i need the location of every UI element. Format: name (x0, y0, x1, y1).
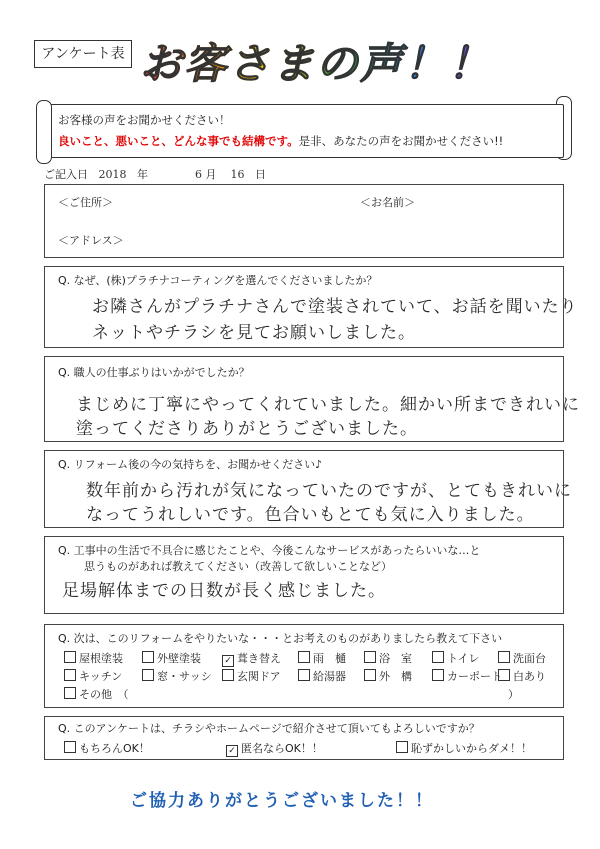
publish-option-2[interactable] (396, 740, 532, 756)
reform-option-label: 雨 樋 (313, 652, 346, 665)
question-4: Q. 工事中の生活で不具合に感じたことや、今後こんなサービスがあったらいいな…と (58, 544, 481, 557)
reform-option-11[interactable] (364, 668, 412, 684)
reform-option-label: 屋根塗装 (79, 652, 123, 665)
checkbox-icon[interactable] (498, 651, 510, 663)
publish-option-1[interactable] (226, 740, 323, 757)
other-close: ） (508, 688, 519, 701)
publish-option-label: もちろんOK！ (79, 742, 150, 755)
checkbox-icon[interactable]: ✓ (226, 745, 238, 757)
address-label: ＜ご住所＞ (58, 196, 113, 209)
answer-2-line-2: 塗ってくださりありがとうございました。 (76, 419, 418, 439)
reform-option-label: その他 （ (79, 688, 129, 701)
question-2: Q. 職人の仕事ぶりはいかがでしたか？ (58, 366, 250, 379)
date-month-unit: 月 (205, 168, 217, 181)
reform-option-label: 浴 室 (379, 652, 412, 665)
checkbox-icon[interactable] (64, 741, 76, 753)
checkbox-icon[interactable] (498, 669, 510, 681)
reform-option-label: 外 構 (379, 670, 412, 683)
checkbox-icon[interactable] (432, 669, 444, 681)
checkbox-icon[interactable]: ✓ (222, 655, 234, 667)
date-row (44, 166, 266, 182)
answer-2-line-1: まじめに丁寧にやってくれていました。細かい所まできれいに (76, 395, 580, 415)
reform-option-2[interactable] (222, 650, 281, 667)
survey-tag: アンケート表 (34, 40, 132, 68)
reform-option-label: カーポート (447, 670, 502, 683)
publish-option-label: 匿名ならOK！！ (241, 742, 323, 755)
intro-rest: 是非、あなたの声をお聞かせください!! (298, 134, 504, 148)
checkbox-icon[interactable] (222, 669, 234, 681)
answer-1-line-2: ネットやチラシを見てお願いしました。 (92, 323, 416, 343)
checkbox-icon[interactable] (298, 651, 310, 663)
date-year-unit: 年 (137, 168, 148, 181)
publish-option-label: 恥ずかしいからダメ！！ (411, 742, 532, 755)
reform-option-5[interactable] (432, 650, 479, 666)
date-day: 16 (230, 168, 245, 181)
scroll-curl-left (36, 100, 52, 164)
date-day-unit: 日 (255, 168, 266, 181)
checkbox-icon[interactable] (142, 669, 154, 681)
reform-option-4[interactable] (364, 650, 412, 666)
reform-option-label: 給湯器 (313, 670, 346, 683)
reform-option-label: 葺き替え (237, 652, 281, 665)
reform-option-label: 玄関ドア (237, 670, 281, 683)
checkbox-icon[interactable] (64, 651, 76, 663)
reform-option-label: キッチン (79, 670, 123, 683)
reform-option-10[interactable] (298, 668, 346, 684)
reform-option-label: 白あり (513, 670, 546, 683)
question-4-line-2: 思うものがあれば教えてください（改善して欲しいことなど） (84, 560, 392, 573)
reform-option-12[interactable] (432, 668, 502, 684)
thanks-message: ご協力ありがとうございました！！ (130, 791, 434, 811)
reform-option-0[interactable] (64, 650, 123, 666)
date-year: 2018 (98, 168, 127, 181)
headline: お客さまの声！！ (140, 34, 560, 94)
reform-option-1[interactable] (142, 650, 201, 666)
reform-option-13[interactable] (498, 668, 546, 684)
answer-3-line-1: 数年前から汚れが気になっていたのですが、とてもきれいに (86, 481, 572, 501)
reform-option-label: 窓・サッシ (157, 670, 212, 683)
question-3: Q. リフォーム後の今の気持ちを、お聞かせください♪ (58, 458, 323, 471)
intro-line-1: お客様の声をお聞かせください！ (58, 113, 231, 127)
date-label: ご記入日 (44, 168, 88, 181)
mail-label: ＜アドレス＞ (58, 234, 124, 247)
reform-option-3[interactable] (298, 650, 346, 666)
reform-option-9[interactable] (222, 668, 281, 684)
checkbox-icon[interactable] (298, 669, 310, 681)
checkbox-icon[interactable] (64, 669, 76, 681)
intro-emphasis: 良いこと、悪いこと、どんな事でも結構です。 (58, 134, 299, 148)
checkbox-icon[interactable] (64, 687, 76, 699)
checkbox-icon[interactable] (142, 651, 154, 663)
checkbox-icon[interactable] (432, 651, 444, 663)
checkbox-icon[interactable] (396, 741, 408, 753)
reform-option-label: 洗面台 (513, 652, 546, 665)
question-1: Q. なぜ、(株)プラチナコーティングを選んでくださいましたか？ (58, 274, 378, 287)
answer-3-line-2: なってうれしいです。色合いもとても気に入りました。 (86, 505, 535, 525)
reform-option-6[interactable] (498, 650, 546, 666)
reform-option-7[interactable] (64, 668, 122, 684)
answer-4-line-1: 足場解体までの日数が長く感じました。 (62, 581, 386, 601)
publish-question: Q. このアンケートは、チラシやホームページで紹介させて頂いてもよろしいですか？ (58, 722, 480, 735)
publish-option-0[interactable] (64, 740, 150, 756)
name-label: ＜お名前＞ (360, 196, 415, 209)
reform-option-label: トイレ (447, 652, 480, 665)
answer-1-line-1: お隣さんがプラチナさんで塗装されていて、お話を聞いたり (92, 297, 578, 317)
intro-line-2 (58, 133, 503, 149)
reform-question: Q. 次は、このリフォームをやりたいな・・・とお考えのものがありましたら教えて下さい (58, 632, 503, 645)
checkbox-icon[interactable] (364, 669, 376, 681)
date-month: 6 (195, 168, 202, 181)
reform-option-14[interactable] (64, 686, 129, 702)
checkbox-icon[interactable] (364, 651, 376, 663)
reform-option-label: 外壁塗装 (157, 652, 201, 665)
reform-option-8[interactable] (142, 668, 212, 684)
